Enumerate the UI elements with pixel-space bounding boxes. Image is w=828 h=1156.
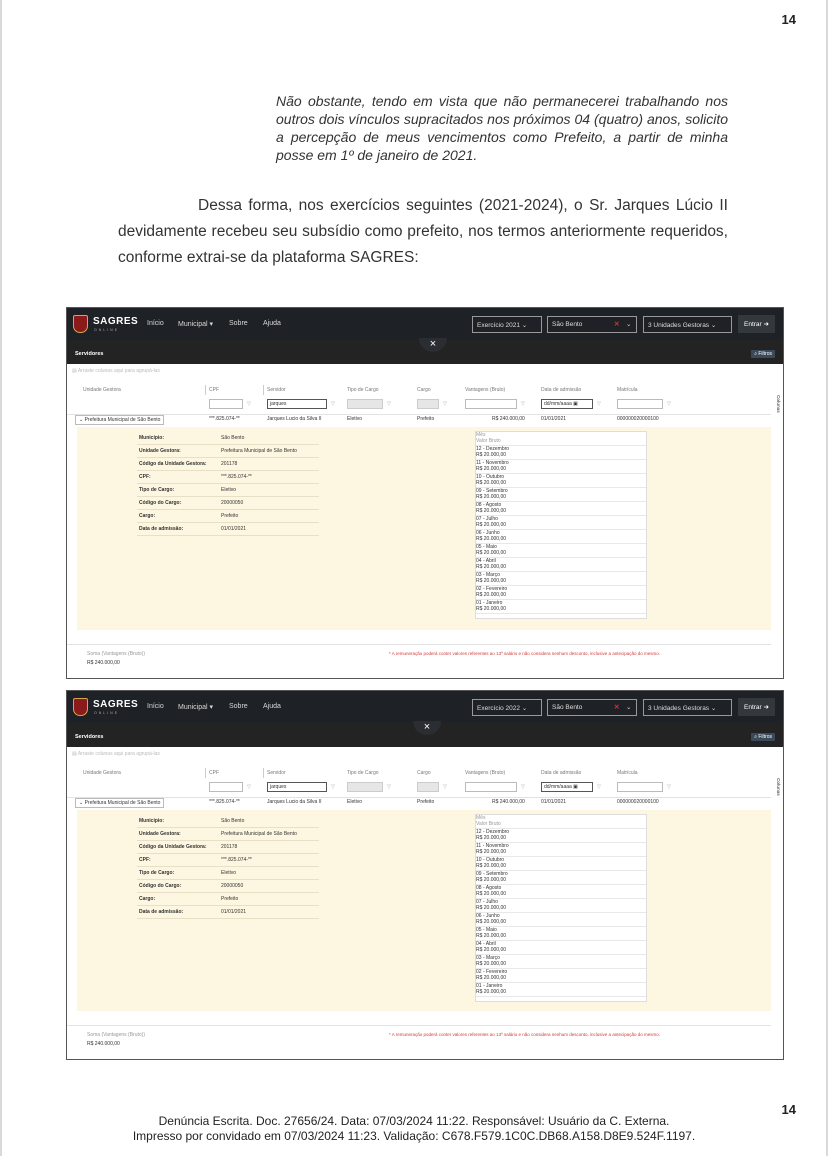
month-value: R$ 20.000,00 (476, 452, 507, 458)
column-filter-input[interactable] (209, 782, 243, 792)
detail-separator (137, 496, 319, 497)
month-row (476, 983, 646, 997)
filters-button[interactable]: ⌕ Filtros (751, 733, 775, 741)
column-header[interactable]: Data de admissão (541, 770, 582, 776)
month-name: 01 - Janeiro (476, 983, 503, 989)
quoted-request: Não obstante, tendo em vista que não permanecerei trabalhando nos outros dois vínculos supracitados nos próximos 04 (quatro) anos, solicito a percepção de meus vencimentos como Prefeito, a partir de minha posse em 1º de janeiro de 2021. (276, 93, 728, 163)
group-by-dropzone: ▤ Arraste colunas aqui para agrupá-las (72, 751, 160, 757)
brand-subtitle: ONLINE (94, 711, 120, 715)
municipio-select[interactable] (547, 316, 637, 333)
filter-icon[interactable]: ▽ (597, 401, 601, 407)
detail-value: Prefeito (221, 896, 239, 902)
column-header[interactable]: Vantagens (Bruto) (465, 387, 506, 393)
detail-value: Eletivo (221, 487, 237, 493)
month-row (476, 502, 646, 516)
month-name: 10 - Outubro (476, 857, 505, 863)
filter-icon[interactable]: ▽ (667, 784, 671, 790)
month-row (476, 927, 646, 941)
month-name: 12 - Dezembro (476, 446, 510, 452)
month-row (476, 544, 646, 558)
filter-icon[interactable]: ▽ (331, 784, 335, 790)
detail-label: Código do Cargo: (139, 883, 182, 889)
table-cell: Eletivo (347, 799, 363, 805)
detail-value: Prefeitura Municipal de São Bento (221, 448, 297, 454)
month-row (476, 516, 646, 530)
group-by-dropzone: ▤ Arraste colunas aqui para agrupá-las (72, 368, 160, 374)
month-row (476, 460, 646, 474)
column-header[interactable]: Tipo de Cargo (347, 770, 379, 776)
filter-icon[interactable]: ▽ (521, 401, 525, 407)
column-divider (263, 768, 264, 778)
column-header[interactable]: Vantagens (Bruto) (465, 770, 506, 776)
table-cell: ***.825.074-** (209, 416, 240, 422)
nav-link[interactable]: Início (147, 320, 164, 327)
expanded-row-toggle[interactable]: ⌄ Prefeitura Municipal de São Bento (75, 415, 164, 425)
monthly-values-table (475, 814, 647, 1002)
month-name: 04 - Abril (476, 941, 496, 947)
month-name: 09 - Setembro (476, 871, 508, 877)
table-cell: Jarques Lucio da Silva II (267, 799, 322, 805)
detail-label: Município: (139, 818, 164, 824)
month-value: R$ 20.000,00 (476, 578, 507, 584)
month-name: 02 - Fevereiro (476, 586, 508, 592)
table-cell: Jarques Lucio da Silva II (267, 416, 322, 422)
table-cell: ***.825.074-** (209, 799, 240, 805)
section-title: Servidores (75, 734, 104, 740)
remuneration-note: * A remuneração poderá conter valores referentes ao 13º salário e não considera nenhum desconto, inclusive a antecipação do mesmo. (389, 651, 661, 656)
filter-icon[interactable]: ▽ (247, 784, 251, 790)
municipio-value: São Bento (552, 321, 583, 328)
month-row (476, 955, 646, 969)
exercicio-select[interactable] (472, 316, 542, 333)
month-value: R$ 20.000,00 (476, 877, 507, 883)
detail-value: 201178 (221, 844, 238, 850)
detail-label: Data de admissão: (139, 909, 184, 915)
month-value: R$ 20.000,00 (476, 975, 507, 981)
chevron-down-icon: ⌄ (626, 704, 632, 711)
table-cell: Eletivo (347, 416, 363, 422)
month-name: 04 - Abril (476, 558, 496, 564)
month-value: R$ 20.000,00 (476, 536, 507, 542)
column-filter-input[interactable] (347, 782, 383, 792)
month-name: 03 - Março (476, 572, 500, 578)
filter-icon[interactable]: ▽ (443, 784, 447, 790)
filter-icon[interactable]: ▽ (667, 401, 671, 407)
detail-separator (137, 892, 319, 893)
column-filter-input[interactable]: jarques (267, 782, 327, 792)
detail-label: Tipo de Cargo: (139, 870, 175, 876)
detail-value: Prefeitura Municipal de São Bento (221, 831, 297, 837)
detail-separator (137, 905, 319, 906)
sagres-logo-icon (73, 315, 88, 333)
month-name: 03 - Março (476, 955, 500, 961)
filter-icon[interactable]: ▽ (387, 784, 391, 790)
month-value: R$ 20.000,00 (476, 466, 507, 472)
document-page (2, 0, 826, 1156)
column-header[interactable]: Matrícula (617, 387, 638, 393)
detail-value: São Bento (221, 435, 245, 441)
summary-divider (67, 1025, 771, 1026)
month-row (476, 572, 646, 586)
row-divider (67, 797, 771, 798)
month-row (476, 446, 646, 460)
exercicio-select[interactable] (472, 699, 542, 716)
month-row (476, 488, 646, 502)
detail-value: ***.825.074-** (221, 857, 252, 863)
row-divider (67, 414, 771, 415)
month-value: R$ 20.000,00 (476, 522, 507, 528)
table-cell: 000000020000100 (617, 799, 659, 805)
column-header[interactable]: Matrícula (617, 770, 638, 776)
detail-label: Código da Unidade Gestora: (139, 461, 207, 467)
detail-separator (137, 866, 319, 867)
column-header[interactable]: Data de admissão (541, 387, 582, 393)
detail-value: 20000050 (221, 500, 244, 506)
monthly-table-header (476, 432, 646, 446)
month-name: 10 - Outubro (476, 474, 505, 480)
filter-icon[interactable]: ▽ (521, 784, 525, 790)
detail-separator (137, 483, 319, 484)
summary-value: R$ 240.000,00 (87, 1041, 120, 1047)
month-name: 01 - Janeiro (476, 600, 503, 606)
sagres-screenshot-2021 (66, 307, 784, 679)
column-filter-input[interactable] (209, 399, 243, 409)
footer-line-1: Denúncia Escrita. Doc. 27656/24. Data: 07/03/2024 11:22. Responsável: Usuário da C. Externa. (158, 1114, 670, 1128)
table-cell: Prefeito (417, 799, 435, 805)
nav-link[interactable]: Sobre (229, 703, 248, 710)
month-value: R$ 20.000,00 (476, 947, 507, 953)
column-filter-input[interactable]: dd/mm/aaaa ▣ (541, 782, 593, 792)
section-title: Servidores (75, 351, 104, 357)
exercicio-value: Exercício 2022 ⌄ (477, 705, 528, 712)
month-value: R$ 20.000,00 (476, 835, 507, 841)
month-row (476, 558, 646, 572)
nav-link[interactable]: Sobre (229, 320, 248, 327)
detail-label: Cargo: (139, 513, 156, 519)
column-filter-input[interactable] (347, 399, 383, 409)
month-row (476, 941, 646, 955)
brand-name: SAGRES (93, 699, 139, 710)
municipio-value: São Bento (552, 704, 583, 711)
summary-divider (67, 644, 771, 645)
detail-label: Código do Cargo: (139, 500, 182, 506)
month-row (476, 586, 646, 600)
summary-label: Soma (Vantagens (Bruto)) (87, 651, 145, 657)
detail-label: Unidade Gestora: (139, 831, 181, 837)
column-filter-input[interactable] (617, 399, 663, 409)
top-navbar (67, 691, 783, 723)
detail-value: Prefeito (221, 513, 239, 519)
month-name: 06 - Junho (476, 913, 500, 919)
filter-icon[interactable]: ▽ (331, 401, 335, 407)
table-cell: 01/01/2021 (541, 416, 567, 422)
month-value: R$ 20.000,00 (476, 989, 507, 995)
detail-separator (137, 840, 319, 841)
page-number-bottom: 14 (781, 1102, 796, 1117)
month-value: R$ 20.000,00 (476, 849, 507, 855)
month-name: 02 - Fevereiro (476, 969, 508, 975)
month-row (476, 913, 646, 927)
month-value: R$ 20.000,00 (476, 480, 507, 486)
detail-label: CPF: (139, 857, 151, 863)
month-value: R$ 20.000,00 (476, 961, 507, 967)
table-cell: Prefeito (417, 416, 435, 422)
top-navbar (67, 308, 783, 340)
table-cell: R$ 240.000,00 (492, 416, 525, 422)
table-cell: 01/01/2021 (541, 799, 567, 805)
detail-separator (137, 470, 319, 471)
detail-separator (137, 853, 319, 854)
municipio-select[interactable] (547, 699, 637, 716)
filter-icon[interactable]: ▽ (443, 401, 447, 407)
month-row (476, 969, 646, 983)
month-name: 05 - Maio (476, 544, 497, 550)
column-header[interactable]: Unidade Gestora (83, 387, 121, 393)
column-filter-input[interactable] (465, 782, 517, 792)
column-filter-input[interactable] (465, 399, 517, 409)
detail-label: Município: (139, 435, 164, 441)
nav-link[interactable]: Municipal ▾ (178, 321, 214, 328)
sagres-screenshot-2022 (66, 690, 784, 1060)
month-name: 08 - Agosto (476, 885, 502, 891)
month-value: R$ 20.000,00 (476, 508, 507, 514)
filter-icon[interactable]: ▽ (387, 401, 391, 407)
detail-label: Data de admissão: (139, 526, 184, 532)
detail-separator (137, 827, 319, 828)
brand-name: SAGRES (93, 316, 139, 327)
column-header[interactable]: Tipo de Cargo (347, 387, 379, 393)
month-name: 07 - Julho (476, 899, 498, 905)
column-filter-input[interactable]: jarques (267, 399, 327, 409)
month-value: R$ 20.000,00 (476, 933, 507, 939)
exercicio-value: Exercício 2021 ⌄ (477, 322, 528, 329)
detail-value: 201178 (221, 461, 238, 467)
month-value: R$ 20.000,00 (476, 550, 507, 556)
filter-icon[interactable]: ▽ (597, 784, 601, 790)
table-cell: 000000020000100 (617, 416, 659, 422)
unidades-select[interactable]: 3 Unidades Gestoras ⌄ (643, 316, 732, 333)
body-paragraph-text: Dessa forma, nos exercícios seguintes (2021-2024), o Sr. Jarques Lúcio II devidamente recebeu seu subsídio como prefeito, nos termos anteriormente requeridos, conforme extrai-se da plataforma SAGRES: (118, 197, 728, 266)
value-column-header: Valor Bruto (476, 821, 501, 827)
columns-toggle[interactable]: Colunas (776, 395, 781, 413)
summary-label: Soma (Vantagens (Bruto)) (87, 1032, 145, 1038)
month-name: 08 - Agosto (476, 502, 502, 508)
month-value: R$ 20.000,00 (476, 606, 507, 612)
column-divider (205, 768, 206, 778)
detail-label: Cargo: (139, 896, 156, 902)
month-column-header: Mês (476, 432, 486, 438)
month-value: R$ 20.000,00 (476, 564, 507, 570)
month-value: R$ 20.000,00 (476, 592, 507, 598)
month-value: R$ 20.000,00 (476, 494, 507, 500)
detail-panel (77, 427, 771, 630)
month-value: R$ 20.000,00 (476, 891, 507, 897)
detail-label: CPF: (139, 474, 151, 480)
column-header[interactable]: CPF (209, 770, 219, 776)
month-value: R$ 20.000,00 (476, 863, 507, 869)
filter-icon[interactable]: ▽ (247, 401, 251, 407)
month-value: R$ 20.000,00 (476, 919, 507, 925)
month-row (476, 857, 646, 871)
clear-icon[interactable]: ✕ (614, 321, 620, 328)
month-column-header: Mês (476, 815, 486, 821)
month-row (476, 530, 646, 544)
column-divider (205, 385, 206, 395)
column-filter-input[interactable] (617, 782, 663, 792)
expanded-row-toggle[interactable]: ⌄ Prefeitura Municipal de São Bento (75, 798, 164, 808)
unidades-select[interactable]: 3 Unidades Gestoras ⌄ (643, 699, 732, 716)
detail-label: Tipo de Cargo: (139, 487, 175, 493)
month-row (476, 829, 646, 843)
detail-separator (137, 918, 319, 919)
monthly-values-table (475, 431, 647, 619)
value-column-header: Valor Bruto (476, 438, 501, 444)
detail-label: Código da Unidade Gestora: (139, 844, 207, 850)
close-icon[interactable]: × (419, 338, 447, 352)
columns-toggle[interactable]: Colunas (776, 778, 781, 796)
nav-link[interactable]: Ajuda (263, 703, 281, 710)
login-button[interactable]: Entrar ➜ (738, 698, 775, 716)
monthly-table-header (476, 815, 646, 829)
footer-line-2: Impresso por convidado em 07/03/2024 11:23. Validação: C678.F579.1C0C.DB68.A158.D8E9.524F.1197. (132, 1129, 696, 1143)
month-name: 06 - Junho (476, 530, 500, 536)
column-header[interactable]: Servidor (267, 770, 286, 776)
month-row (476, 885, 646, 899)
detail-separator (137, 535, 319, 536)
month-row (476, 600, 646, 614)
table-cell: R$ 240.000,00 (492, 799, 525, 805)
column-header[interactable]: CPF (209, 387, 219, 393)
month-name: 09 - Setembro (476, 488, 508, 494)
remuneration-note: * A remuneração poderá conter valores referentes ao 13º salário e não considera nenhum desconto, inclusive a antecipação do mesmo. (389, 1032, 661, 1037)
detail-separator (137, 522, 319, 523)
month-name: 12 - Dezembro (476, 829, 510, 835)
detail-value: ***.825.074-** (221, 474, 252, 480)
month-row (476, 474, 646, 488)
detail-label: Unidade Gestora: (139, 448, 181, 454)
nav-link[interactable]: Ajuda (263, 320, 281, 327)
detail-separator (137, 457, 319, 458)
close-icon[interactable]: × (413, 721, 441, 735)
month-name: 05 - Maio (476, 927, 497, 933)
chevron-down-icon: ⌄ (626, 321, 632, 328)
month-value: R$ 20.000,00 (476, 905, 507, 911)
column-header[interactable]: Unidade Gestora (83, 770, 121, 776)
detail-value: 01/01/2021 (221, 909, 247, 915)
month-row (476, 899, 646, 913)
clear-icon[interactable]: ✕ (614, 704, 620, 711)
detail-panel (77, 810, 771, 1011)
column-divider (263, 385, 264, 395)
column-header[interactable]: Servidor (267, 387, 286, 393)
detail-separator (137, 509, 319, 510)
column-filter-input[interactable] (417, 782, 439, 792)
brand-subtitle: ONLINE (94, 328, 120, 332)
month-name: 07 - Julho (476, 516, 498, 522)
detail-value: Eletivo (221, 870, 237, 876)
month-name: 11 - Novembro (476, 460, 509, 466)
detail-separator (137, 879, 319, 880)
summary-value: R$ 240.000,00 (87, 660, 120, 666)
nav-link[interactable]: Início (147, 703, 164, 710)
column-filter-input[interactable]: dd/mm/aaaa ▣ (541, 399, 593, 409)
footer (2, 1114, 826, 1144)
detail-value: São Bento (221, 818, 245, 824)
detail-value: 01/01/2021 (221, 526, 247, 532)
detail-separator (137, 444, 319, 445)
body-paragraph (118, 193, 728, 271)
month-row (476, 843, 646, 857)
column-header[interactable]: Cargo (417, 770, 431, 776)
nav-link[interactable]: Municipal ▾ (178, 704, 214, 711)
page-number-top: 14 (781, 12, 796, 27)
month-name: 11 - Novembro (476, 843, 509, 849)
month-row (476, 871, 646, 885)
sagres-logo-icon (73, 698, 88, 716)
filters-button[interactable]: ⌕ Filtros (751, 350, 775, 358)
detail-value: 20000050 (221, 883, 244, 889)
column-filter-input[interactable] (417, 399, 439, 409)
login-button[interactable]: Entrar ➜ (738, 315, 775, 333)
column-header[interactable]: Cargo (417, 387, 431, 393)
